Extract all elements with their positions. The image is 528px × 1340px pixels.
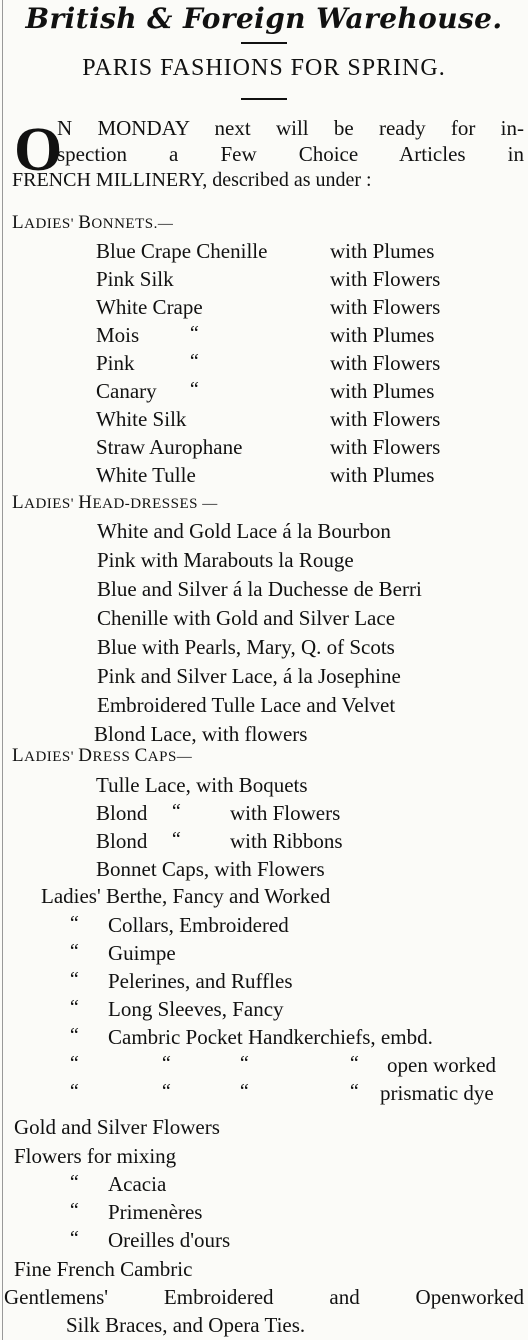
intro-line-1: N MONDAY next will be ready for in- [57,116,524,140]
bonnet-name: Straw Aurophane [96,435,243,459]
bonnet-trim: with Flowers [330,351,441,375]
ditto-mark: “ [68,1052,80,1074]
berthe-item: open worked [387,1053,497,1077]
ditto-mark: “ [238,1052,250,1074]
ditto-mark: “ [68,940,80,962]
ditto-mark: “ [188,350,200,372]
ditto-mark: “ [170,828,182,850]
ditto-mark: “ [68,1080,80,1102]
ditto-mark: “ [188,378,200,400]
advert-title: British & Foreign Warehouse. [25,2,503,35]
subtitle-divider [241,98,287,100]
bonnet-name: White Silk [96,407,187,431]
dress-cap-item: with Flowers [230,801,341,825]
head-dress-item: Pink with Marabouts la Rouge [97,548,354,572]
ditto-mark: “ [68,912,80,934]
ditto-mark: “ [160,1052,172,1074]
head-dress-item: Blue and Silver á la Duchesse de Berri [97,577,422,601]
ditto-mark: “ [68,968,80,990]
braces-line: Silk Braces, and Opera Ties. [66,1313,306,1337]
bonnet-name: White Crape [96,295,203,319]
berthe-item: Guimpe [108,941,176,965]
bonnet-trim: with Flowers [330,435,441,459]
drop-cap: O [14,116,63,184]
ditto-mark: “ [68,1199,80,1221]
section-heading-bonnets: LADIES' BONNETS.— [12,212,174,233]
dress-cap-item: Blond [96,829,148,853]
dress-cap-item: Bonnet Caps, with Flowers [96,857,325,881]
berthe-item: Cambric Pocket Handkerchiefs, embd. [108,1025,433,1049]
gold-silver-flowers: Gold and Silver Flowers [14,1115,220,1139]
bonnet-name: Pink Silk [96,267,174,291]
gentlemens-line: Gentlemens' Embroidered and Openworked [4,1285,524,1309]
bonnet-trim: with Plumes [330,463,435,487]
intro-line-2: spection a Few Choice Articles in [57,142,524,166]
bonnet-trim: with Flowers [330,267,441,291]
berthe-item: Collars, Embroidered [108,913,289,937]
head-dress-item: Blue with Pearls, Mary, Q. of Scots [97,635,395,659]
flowers-for-mixing: Flowers for mixing [14,1144,177,1168]
head-dress-item: Pink and Silver Lace, á la Josephine [97,664,401,688]
bonnet-name: Mois [96,323,140,347]
flower-item: Primenères [108,1200,203,1224]
head-dress-item: Embroidered Tulle Lace and Velvet [97,693,396,717]
ditto-mark: “ [170,800,182,822]
title-divider [241,42,287,44]
ditto-mark: “ [348,1080,360,1102]
bonnet-trim: with Plumes [330,239,435,263]
flower-item: Acacia [108,1172,167,1196]
berthe-item: Long Sleeves, Fancy [108,997,284,1021]
intro-line-3: FRENCH MILLINERY, described as under : [12,169,372,191]
head-dress-item: Blond Lace, with flowers [94,722,308,746]
head-dress-item: Chenille with Gold and Silver Lace [97,606,396,630]
section-heading-dress-caps: LADIES' DRESS CAPS— [12,745,193,766]
ditto-mark: “ [68,996,80,1018]
berthe-heading: Ladies' Berthe, Fancy and Worked [41,884,331,908]
advert-subtitle: PARIS FASHIONS FOR SPRING. [82,55,446,81]
bonnet-trim: with Plumes [330,379,435,403]
dress-cap-item: Tulle Lace, with Boquets [96,773,308,797]
ditto-mark: “ [188,322,200,344]
berthe-item: prismatic dye [380,1081,494,1105]
ditto-mark: “ [68,1227,80,1249]
ditto-mark: “ [68,1171,80,1193]
ditto-mark: “ [348,1052,360,1074]
dress-cap-item: Blond [96,801,148,825]
berthe-item: Pelerines, and Ruffles [108,969,293,993]
bonnet-trim: with Flowers [330,295,441,319]
head-dress-item: White and Gold Lace á la Bourbon [97,519,391,543]
section-heading-head-dresses: LADIES' HEAD-DRESSES — [12,492,218,513]
bonnet-trim: with Plumes [330,323,435,347]
fine-french-cambric: Fine French Cambric [14,1257,193,1281]
bonnet-trim: with Flowers [330,407,441,431]
ditto-mark: “ [238,1080,250,1102]
bonnet-name: White Tulle [96,463,196,487]
bonnet-name: Pink [96,351,135,375]
dress-cap-item: with Ribbons [230,829,343,853]
ditto-mark: “ [160,1080,172,1102]
page-border [2,0,3,1340]
bonnet-name: Canary [96,379,157,403]
flower-item: Oreilles d'ours [108,1228,231,1252]
bonnet-name: Blue Crape Chenille [96,239,268,263]
ditto-mark: “ [68,1024,80,1046]
